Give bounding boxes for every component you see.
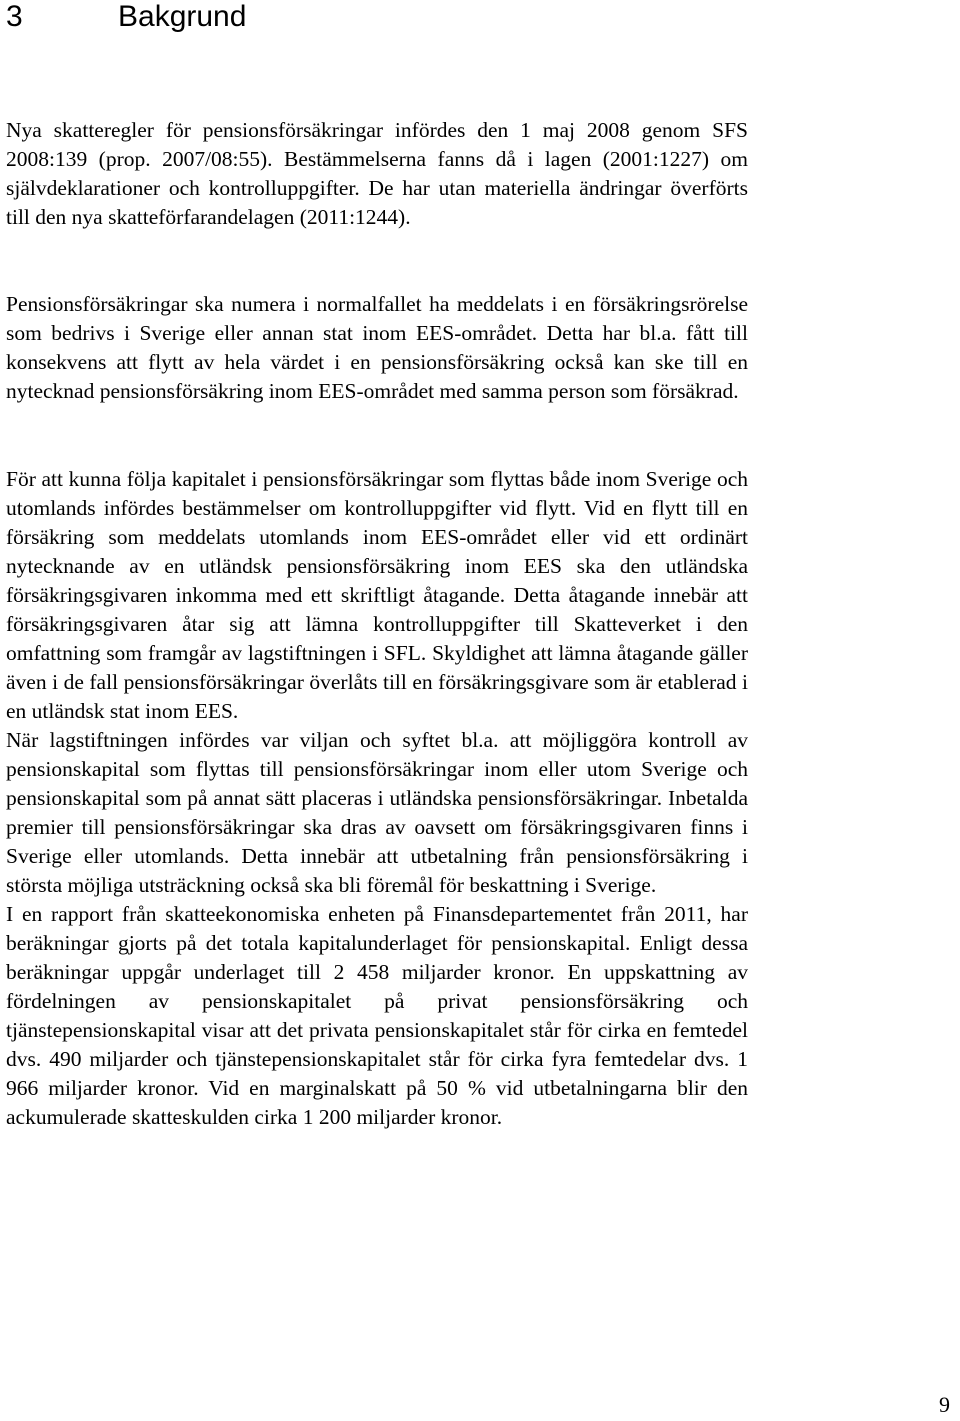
paragraph-block-2 — [6, 290, 748, 406]
paragraph-3: För att kunna följa kapitalet i pensionsförsäkringar som flyttas både inom Sverige och utomlands infördes bestämmelser om kontrolluppgifter vid flytt. Vid en flytt till en försäkring som meddelats utomlands inom EES-området eller vid ett ordinärt nytecknande av en utländsk pensionsförsäkring inom EES ska den utländska försäkringsgivaren inkomma med ett skriftligt åtagande. Detta åtagande innebär att försäkringsgivaren åtar sig att lämna kontrolluppgifter till Skatteverket i den omfattning som framgår av lagstiftningen i SFL. Skyldighet att lämna åtagande gäller även i de fall pensionsförsäkringar överlåts till en försäkringsgivare som är etablerad i en utländsk stat inom EES. — [6, 467, 748, 723]
paragraph-5: I en rapport från skatteekonomiska enheten på Finansdepartementet från 2011, har beräkningar gjorts på det totala kapitalunderlaget för pensionskapital. Enligt dessa beräkningar uppgår underlaget till 2 458 miljarder kronor. En uppskattning av fördelningen av pensionskapitalet på privat pensionsförsäkring och tjänstepensionskapital visar att det privata pensionskapitalet står för cirka en femtedel dvs. 490 miljarder och tjänstepensionskapitalet står för cirka fyra femtedelar dvs. 1 966 miljarder kronor. Vid en marginalskatt på 50 % vid utbetalningarna blir den ackumulerade skatteskulden cirka 1 200 miljarder kronor. — [6, 902, 748, 1129]
paragraph-block-3 — [6, 465, 748, 1132]
paragraph-1: Nya skatteregler för pensionsförsäkringar infördes den 1 maj 2008 genom SFS 2008:139 (prop. 2007/08:55). Bestämmelserna fanns då i lagen (2001:1227) om självdeklarationer och kontrolluppgifter. De har utan materiella ändringar överförts till den nya skatteförfarandelagen (2011:1244). — [6, 118, 748, 229]
paragraph-4: När lagstiftningen infördes var viljan och syftet bl.a. att möjliggöra kontroll av pensionskapital som flyttas till pensionsförsäkringar inom eller utom Sverige och pensionskapital som på annat sätt placeras i utländska pensionsförsäkringar. Inbetalda premier till pensionsförsäkringar ska dras av oavsett om försäkringsgivaren finns i Sverige eller utomlands. Detta innebär att utbetalning från pensionsförsäkring i största möjliga utsträckning också ska bli föremål för beskattning i Sverige. — [6, 728, 748, 897]
paragraph-2: Pensionsförsäkringar ska numera i normalfallet ha meddelats i en försäkringsrörelse som bedrivs i Sverige eller annan stat inom EES-området. Detta har bl.a. fått till konsekvens att flytt av hela värdet i en pensionsförsäkring också kan ske till en nytecknad pensionsförsäkring inom EES-området med samma person som försäkrad. — [6, 292, 748, 403]
paragraph-block-1 — [6, 116, 748, 232]
section-number: 3 — [6, 0, 23, 33]
section-title: Bakgrund — [118, 0, 247, 33]
page-number: 9 — [939, 1392, 950, 1417]
section-heading — [6, 0, 246, 34]
